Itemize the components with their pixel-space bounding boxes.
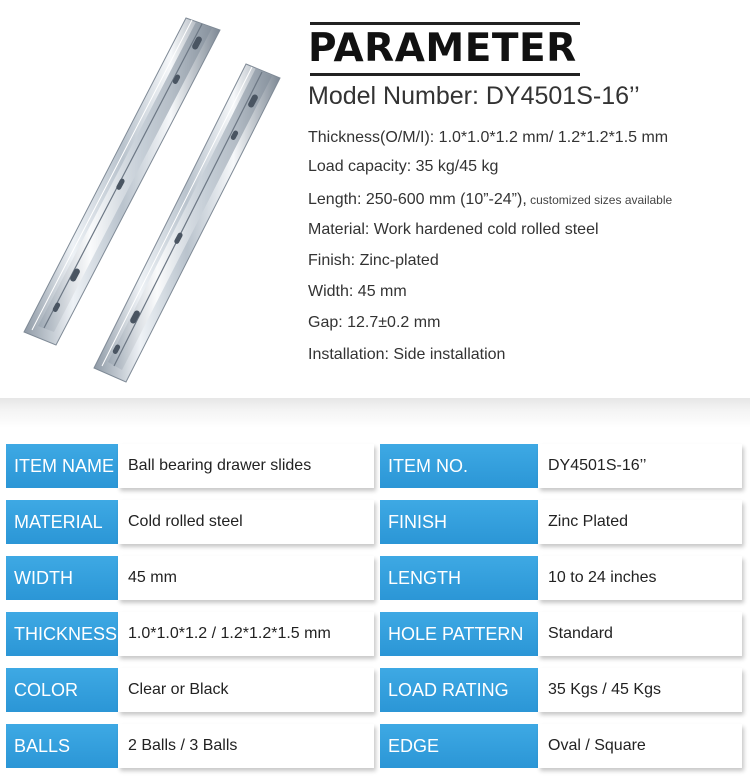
table-value-material: Cold rolled steel bbox=[118, 500, 374, 544]
table-value-item-no: DY4501S-16’’ bbox=[538, 444, 742, 488]
spec-length bbox=[308, 189, 672, 211]
spec-finish: Finish: Zinc-plated bbox=[308, 252, 439, 269]
table-label-edge: EDGE bbox=[380, 724, 538, 768]
table-value-edge: Oval / Square bbox=[538, 724, 742, 768]
table-value-color: Clear or Black bbox=[118, 668, 374, 712]
table-value-balls: 2 Balls / 3 Balls bbox=[118, 724, 374, 768]
slide-rail-right bbox=[94, 64, 280, 382]
spec-length-note: customized sizes available bbox=[526, 193, 673, 207]
spec-material: Material: Work hardened cold rolled steel bbox=[308, 221, 599, 238]
table-value-item-name: Ball bearing drawer slides bbox=[118, 444, 374, 488]
table-label-color: COLOR bbox=[6, 668, 118, 712]
table-value-width: 45 mm bbox=[118, 556, 374, 600]
page-title: PARAMETER bbox=[308, 26, 577, 71]
table-label-load-rating: LOAD RATING bbox=[380, 668, 538, 712]
table-label-hole-pattern: HOLE PATTERN bbox=[380, 612, 538, 656]
table-value-hole-pattern: Standard bbox=[538, 612, 742, 656]
spec-thickness: Thickness(O/M/I): 1.0*1.0*1.2 mm/ 1.2*1.2*1.5 mm bbox=[308, 129, 669, 146]
spec-load-capacity: Load capacity: 35 kg/45 kg bbox=[308, 158, 499, 175]
table-label-balls: BALLS bbox=[6, 724, 118, 768]
table-value-thickness: 1.0*1.0*1.2 / 1.2*1.2*1.5 mm bbox=[118, 612, 374, 656]
spec-gap: Gap: 12.7±0.2 mm bbox=[308, 314, 441, 331]
section-divider-shadow bbox=[0, 398, 750, 428]
table-label-finish: FINISH bbox=[380, 500, 538, 544]
spec-length-text: Length: 250-600 mm (10”-24”), bbox=[308, 191, 527, 208]
title-rule-top bbox=[310, 22, 580, 25]
table-value-length: 10 to 24 inches bbox=[538, 556, 742, 600]
table-label-material: MATERIAL bbox=[6, 500, 118, 544]
table-label-item-no: ITEM NO. bbox=[380, 444, 538, 488]
title-rule-bottom bbox=[310, 73, 580, 76]
drawer-slides-image bbox=[14, 10, 294, 390]
table-label-width: WIDTH bbox=[6, 556, 118, 600]
spec-installation: Installation: Side installation bbox=[308, 346, 506, 363]
table-value-finish: Zinc Plated bbox=[538, 500, 742, 544]
table-label-thickness: THICKNESS bbox=[6, 612, 118, 656]
spec-width: Width: 45 mm bbox=[308, 283, 407, 300]
table-value-load-rating: 35 Kgs / 45 Kgs bbox=[538, 668, 742, 712]
model-number: Model Number: DY4501S-16’’ bbox=[308, 82, 640, 110]
spec-table bbox=[0, 428, 750, 779]
table-label-length: LENGTH bbox=[380, 556, 538, 600]
table-label-item-name: ITEM NAME bbox=[6, 444, 118, 488]
